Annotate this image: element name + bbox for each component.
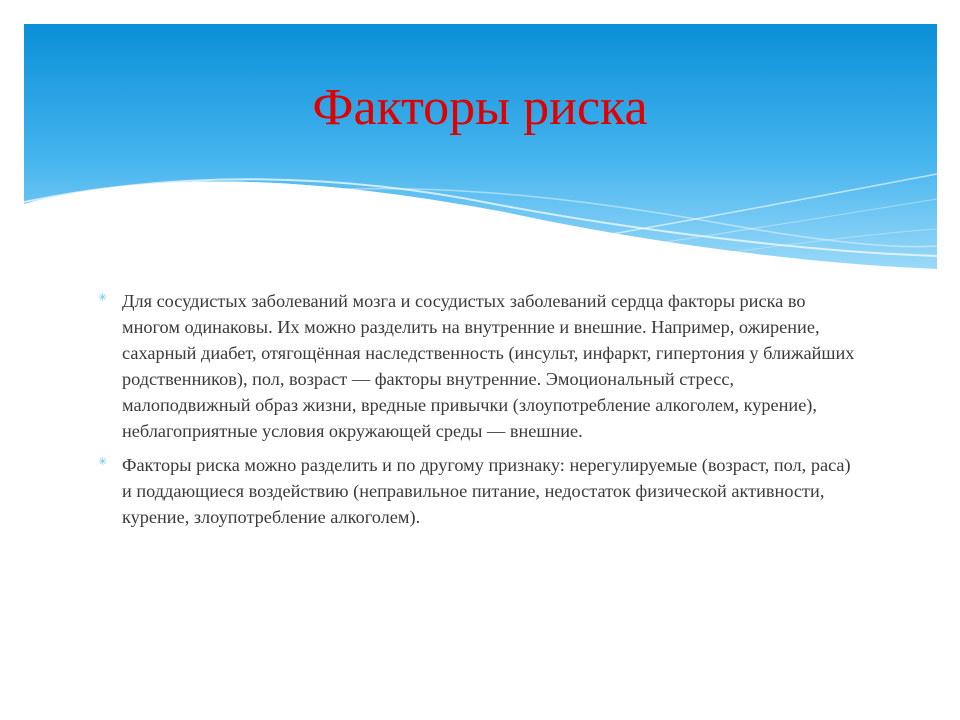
- bullet-text: Для сосудистых заболеваний мозга и сосудистых заболеваний сердца факторы риска во многом одинаковы. Их можно разделить на внутренние и внешние. Например, ожирение, сахарный диабет, отягощённая наследственность (инсульт, инфаркт, гипертония у ближайших родственников), пол, возраст — факторы внутренние. Эмоциональный стресс, малоподвижный образ жизни, вредные привычки (злоупотребление алкоголем, курение), неблагоприятные условия окружающей среды — внешние.: [122, 291, 855, 441]
- list-item: [98, 452, 858, 530]
- list-item: [98, 288, 858, 444]
- asterisk-bullet-icon: ✳: [98, 292, 108, 304]
- bullet-list: [98, 288, 858, 538]
- bullet-text: Факторы риска можно разделить и по другому признаку: нерегулируемые (возраст, пол, раса) и поддающиеся воздействию (неправильное питание, недостаток физической активности, курение, злоупотребление алкоголем).: [122, 455, 851, 527]
- header-wave-background: [24, 24, 937, 274]
- asterisk-bullet-icon: ✳: [98, 456, 108, 468]
- slide-title: Факторы риска: [312, 79, 648, 136]
